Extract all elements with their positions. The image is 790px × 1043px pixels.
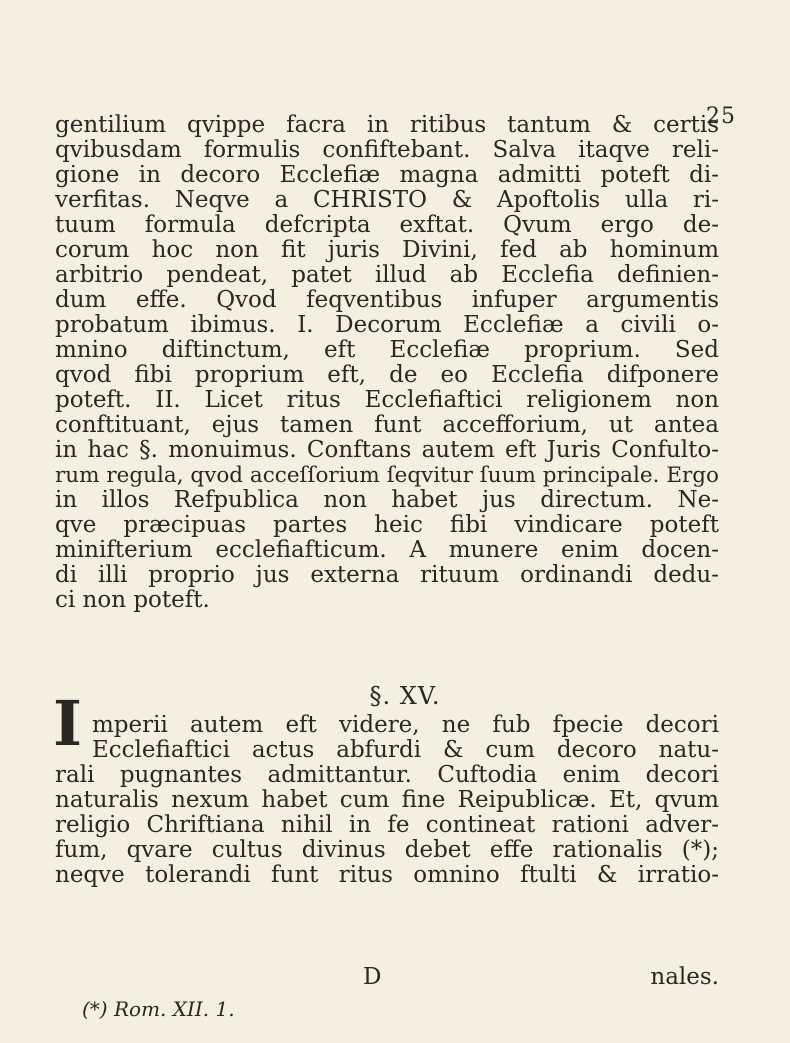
- text-line-19: di illi proprio jus externa rituum ordinandi dedu-: [55, 563, 719, 588]
- text-line-14: in hac §. monuimus. Conftans autem eft Juris Confulto-: [55, 438, 719, 463]
- text-line-8: dum effe. Qvod feqventibus infuper argumentis: [55, 288, 719, 313]
- text-line-9: probatum ibimus. I. Decorum Ecclefiæ a civili o-: [55, 313, 719, 338]
- section-line-2: Ecclefiaftici actus abfurdi & cum decoro natu-: [92, 738, 719, 763]
- drop-cap: I: [53, 687, 83, 760]
- text-line-15: rum regula, qvod acceſſorium ſeqvitur ſuum principale. Ergo: [55, 463, 719, 488]
- text-line-1: gentilium qvippe facra in ritibus tantum & certis: [55, 113, 719, 138]
- section-line-3: rali pugnantes admittantur. Cuftodia enim decori: [55, 763, 719, 788]
- text-line-2: qvibusdam formulis confiftebant. Salva itaqve reli-: [55, 138, 719, 163]
- section-heading: §. XV.: [369, 682, 441, 710]
- text-line-17: qve præcipuas partes heic fibi vindicare poteft: [55, 513, 719, 538]
- text-line-20: ci non poteft.: [55, 588, 210, 613]
- text-line-7: arbitrio pendeat, patet illud ab Ecclefia definien-: [55, 263, 719, 288]
- text-line-4: verfitas. Neqve a CHRISTO & Apoftolis ulla ri-: [55, 188, 719, 213]
- text-line-11: qvod fibi proprium eft, de eo Ecclefia difponere: [55, 363, 719, 388]
- section-line-5: religio Chriftiana nihil in fe contineat rationi adver-: [55, 813, 719, 838]
- text-line-3: gione in decoro Ecclefiæ magna admitti poteft di-: [55, 163, 719, 188]
- section-line-4: naturalis nexum habet cum fine Reipublicæ. Et, qvum: [55, 788, 719, 813]
- signature-row: [55, 965, 719, 990]
- text-line-18: minifterium ecclefiafticum. A munere enim docen-: [55, 538, 719, 563]
- text-line-6: corum hoc non fit juris Divini, fed ab hominum: [55, 238, 719, 263]
- text-line-5: tuum formula defcripta exftat. Qvum ergo de-: [55, 213, 719, 238]
- text-line-12: poteft. II. Licet ritus Ecclefiaftici religionem non: [55, 388, 719, 413]
- footnote: (*) Rom. XII. 1.: [82, 997, 235, 1021]
- signature-mark: D: [363, 964, 382, 990]
- text-line-13: conftituant, ejus tamen funt accefforium, ut antea: [55, 413, 719, 438]
- text-line-16: in illos Refpublica non habet jus directum. Ne-: [55, 488, 719, 513]
- section-line-1: mperii autem eft videre, ne fub fpecie decori: [92, 713, 719, 738]
- catchword: nales.: [650, 964, 719, 990]
- section-line-6: fum, qvare cultus divinus debet effe rationalis (*);: [55, 838, 719, 863]
- page-number: 25: [706, 104, 736, 129]
- text-line-10: mnino diftinctum, eft Ecclefiæ proprium. Sed: [55, 338, 719, 363]
- section-line-7: neqve tolerandi funt ritus omnino ftulti & irratio-: [55, 863, 719, 888]
